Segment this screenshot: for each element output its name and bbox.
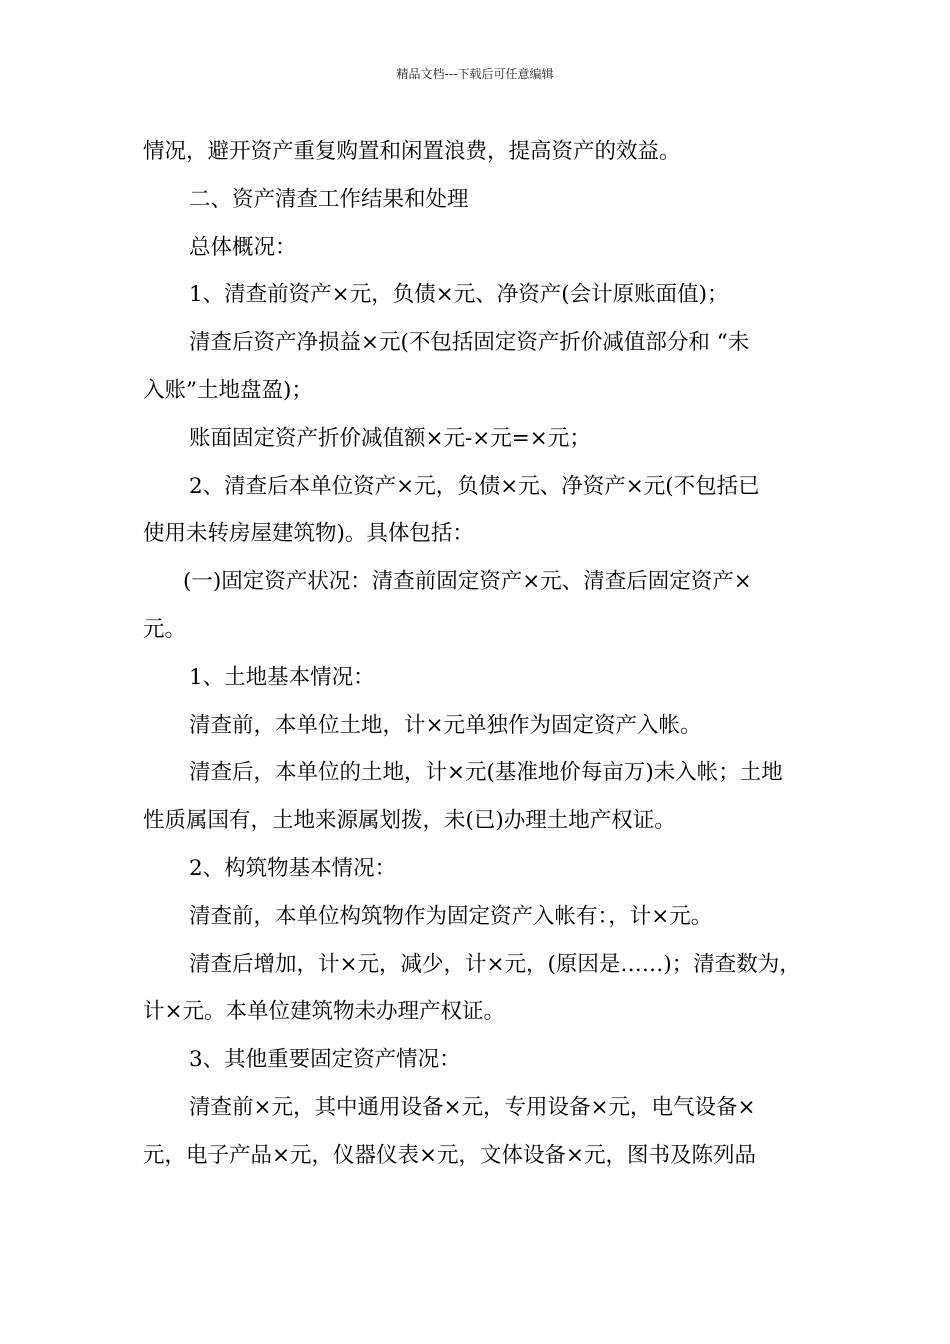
paragraph-line: 2、清查后本单位资产×元，负债×元、净资产×元(不包括已 [189,473,760,499]
subheading: 总体概况： [189,234,297,260]
subheading: 2、构筑物基本情况： [189,855,397,881]
subheading: (一)固定资产状况：清查前固定资产×元、清查后固定资产× [183,569,752,595]
paragraph-line: 账面固定资产折价减值额×元-×元=×元； [189,425,591,451]
page-header: 精品文档---下载后可任意编辑 [396,67,554,81]
paragraph-line: 入账”土地盘盈)； [143,377,313,403]
paragraph-line: 清查后增加，计×元，减少，计×元，(原因是……)；清查数为， [189,951,801,977]
subheading: 1、土地基本情况： [189,664,375,690]
paragraph-line: 清查前，本单位构筑物作为固定资产入帐有：，计×元。 [189,903,713,929]
section-heading: 二、资产清查工作结果和处理 [189,186,469,212]
paragraph-line: 元。 [143,616,187,642]
paragraph-line: 使用未转房屋建筑物)。具体包括： [143,521,474,547]
document-body [143,128,815,1180]
paragraph-line: 性质属国有，土地来源属划拨，未(已)办理土地产权证。 [143,808,676,834]
paragraph-line: 元，电子产品×元，仪器仪表×元，文体设备×元，图书及陈列品 [143,1142,757,1168]
paragraph-line: 清查后，本单位的土地，计×元(基准地价每亩万)未入帐；土地 [189,760,783,786]
paragraph-line: 清查前，本单位土地，计×元单独作为固定资产入帐。 [189,712,702,738]
paragraph-line: 清查后资产净损益×元(不包括固定资产折价减值部分和 “未 [189,330,750,356]
paragraph-line: 1、清查前资产×元，负债×元、净资产(会计原账面值)； [189,282,729,308]
subheading: 3、其他重要固定资产情况： [189,1047,461,1073]
paragraph-line: 清查前×元，其中通用设备×元，专用设备×元，电气设备× [189,1094,756,1120]
paragraph-line: 计×元。本单位建筑物未办理产权证。 [143,999,506,1025]
paragraph-line: 情况，避开资产重复购置和闲置浪费，提高资产的效益。 [143,139,681,164]
